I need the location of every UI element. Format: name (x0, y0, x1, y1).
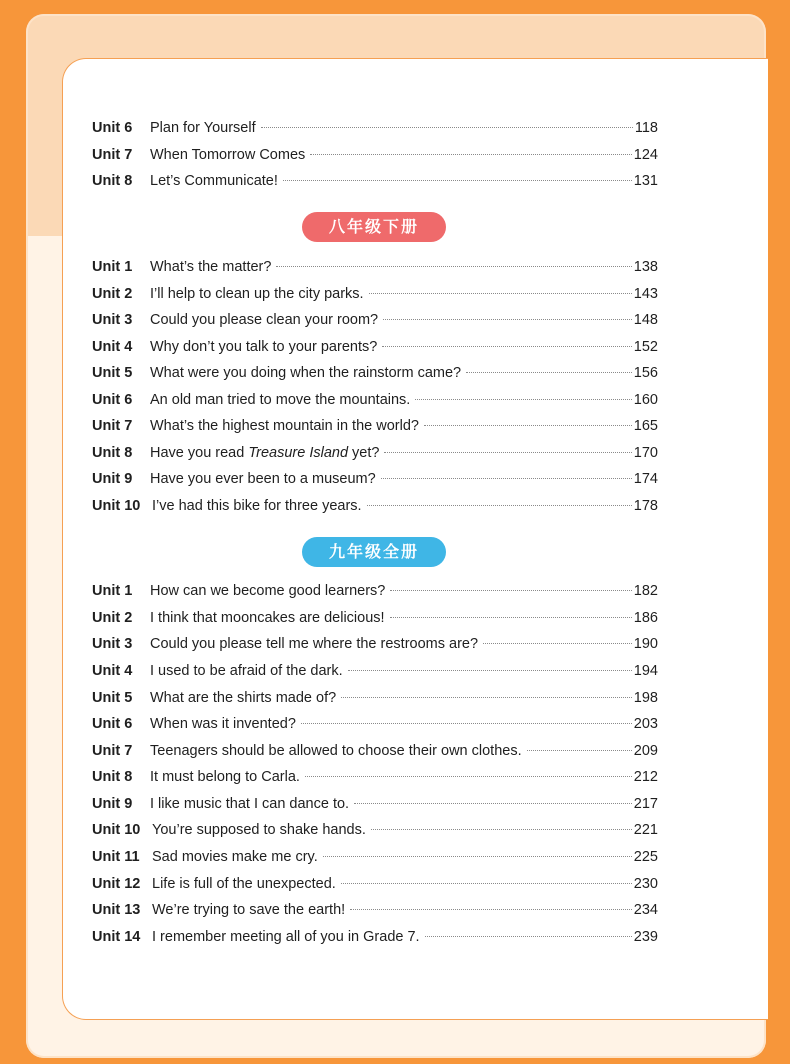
page-number: 152 (633, 339, 658, 355)
dot-leader (367, 505, 632, 506)
unit-title: I used to be afraid of the dark. (150, 663, 343, 679)
unit-title: How can we become good learners? (150, 583, 386, 599)
unit-title: We’re trying to save the earth! (152, 902, 346, 918)
unit-label: Unit 9 (92, 471, 133, 487)
toc-row[interactable] (92, 634, 658, 654)
toc-row[interactable] (92, 257, 658, 277)
unit-title: Could you please clean your room? (150, 312, 379, 328)
unit-label: Unit 8 (92, 769, 133, 785)
page-number: 190 (633, 636, 658, 652)
page-number: 124 (633, 147, 658, 163)
page-number: 217 (633, 796, 658, 812)
toc-row[interactable] (92, 390, 658, 410)
page-number: 212 (633, 769, 658, 785)
dot-leader (415, 399, 631, 400)
toc-row[interactable] (92, 416, 658, 436)
unit-label: Unit 9 (92, 796, 133, 812)
page-number: 138 (633, 259, 658, 275)
dot-leader (382, 346, 632, 347)
toc-row[interactable] (92, 927, 658, 947)
dot-leader (341, 883, 632, 884)
toc-row[interactable] (92, 337, 658, 357)
unit-title: When Tomorrow Comes (150, 147, 306, 163)
page-number: 160 (633, 392, 658, 408)
unit-title: I’ve had this bike for three years. (152, 498, 362, 514)
toc-row[interactable] (92, 581, 658, 601)
toc-row[interactable] (92, 714, 658, 734)
toc-row[interactable] (92, 363, 658, 383)
toc-row[interactable] (92, 443, 658, 463)
dot-leader (425, 936, 632, 937)
dot-leader (424, 425, 632, 426)
toc-row[interactable] (92, 469, 658, 489)
page-number: 148 (633, 312, 658, 328)
toc-row[interactable] (92, 847, 658, 867)
page-number: 225 (633, 849, 658, 865)
unit-label: Unit 10 (92, 822, 141, 838)
dot-leader (381, 478, 632, 479)
toc-row[interactable] (92, 284, 658, 304)
unit-title: I like music that I can dance to. (150, 796, 350, 812)
unit-label: Unit 10 (92, 498, 141, 514)
unit-title-part: yet? (348, 445, 380, 461)
unit-title: An old man tried to move the mountains. (150, 392, 411, 408)
unit-title: Sad movies make me cry. (152, 849, 318, 865)
page-number: 239 (633, 929, 658, 945)
unit-title: You’re supposed to shake hands. (152, 822, 366, 838)
page-number: 118 (634, 120, 658, 136)
page-number: 194 (633, 663, 658, 679)
unit-label: Unit 7 (92, 418, 133, 434)
unit-title: I remember meeting all of you in Grade 7. (152, 929, 420, 945)
toc-row[interactable] (92, 171, 658, 191)
unit-label: Unit 6 (92, 392, 133, 408)
dot-leader (323, 856, 632, 857)
unit-label: Unit 3 (92, 636, 133, 652)
unit-label: Unit 8 (92, 173, 133, 189)
toc-row[interactable] (92, 874, 658, 894)
dot-leader (301, 723, 632, 724)
toc-row[interactable] (92, 820, 658, 840)
page-number: 186 (633, 610, 658, 626)
page-number: 174 (633, 471, 658, 487)
dot-leader (383, 319, 632, 320)
unit-label: Unit 11 (92, 849, 140, 865)
dot-leader (483, 643, 632, 644)
unit-label: Unit 4 (92, 663, 133, 679)
unit-label: Unit 13 (92, 902, 141, 918)
toc-row[interactable] (92, 688, 658, 708)
page-number: 209 (633, 743, 658, 759)
dot-leader (310, 154, 632, 155)
dot-leader (276, 266, 631, 267)
unit-title: I’ll help to clean up the city parks. (150, 286, 364, 302)
dot-leader (390, 590, 631, 591)
unit-title: Let’s Communicate! (150, 173, 278, 189)
page-number: 156 (633, 365, 658, 381)
unit-title: What are the shirts made of? (150, 690, 337, 706)
page-number: 143 (633, 286, 658, 302)
unit-title: What’s the matter? (150, 259, 272, 275)
dot-leader (341, 697, 632, 698)
unit-title: When was it invented? (150, 716, 296, 732)
toc-row[interactable] (92, 900, 658, 920)
dot-leader (354, 803, 632, 804)
page-number: 178 (633, 498, 658, 514)
page-number: 234 (633, 902, 658, 918)
unit-title (150, 443, 379, 463)
unit-title: Could you please tell me where the restrooms are? (150, 636, 479, 652)
page-number: 131 (633, 173, 658, 189)
unit-title: Why don’t you talk to your parents? (150, 339, 378, 355)
unit-label: Unit 12 (92, 876, 141, 892)
unit-label: Unit 6 (92, 716, 133, 732)
dot-leader (305, 776, 632, 777)
page-number: 170 (633, 445, 658, 461)
unit-title: Have you ever been to a museum? (150, 471, 376, 487)
unit-label: Unit 7 (92, 147, 133, 163)
unit-label: Unit 7 (92, 743, 133, 759)
unit-title-italic: Treasure Island (248, 445, 349, 461)
unit-label: Unit 2 (92, 286, 133, 302)
page-number: 221 (633, 822, 658, 838)
unit-title: What’s the highest mountain in the world? (150, 418, 419, 434)
section-heading-grade9-full: 九年级全册 (302, 537, 446, 567)
unit-title: Teenagers should be allowed to choose their own clothes. (150, 743, 522, 759)
unit-label: Unit 5 (92, 365, 133, 381)
dot-leader (283, 180, 632, 181)
dot-leader (384, 452, 631, 453)
unit-label: Unit 2 (92, 610, 133, 626)
unit-label: Unit 14 (92, 929, 141, 945)
unit-title: Plan for Yourself (150, 120, 256, 136)
toc-row[interactable] (92, 608, 658, 628)
unit-title: Life is full of the unexpected. (152, 876, 336, 892)
unit-label: Unit 6 (92, 120, 133, 136)
dot-leader (369, 293, 632, 294)
toc-row[interactable] (92, 496, 658, 516)
page-number: 165 (633, 418, 658, 434)
dot-leader (466, 372, 632, 373)
page-number: 203 (633, 716, 658, 732)
dot-leader (527, 750, 632, 751)
toc-row[interactable] (92, 310, 658, 330)
toc-row[interactable] (92, 767, 658, 787)
dot-leader (350, 909, 632, 910)
unit-title: I think that mooncakes are delicious! (150, 610, 385, 626)
unit-title: What were you doing when the rainstorm came? (150, 365, 462, 381)
dot-leader (371, 829, 632, 830)
toc-row[interactable] (92, 661, 658, 681)
section-heading-grade8-vol2: 八年级下册 (302, 212, 446, 242)
toc-row[interactable] (92, 118, 658, 138)
unit-label: Unit 8 (92, 445, 133, 461)
unit-label: Unit 1 (92, 259, 133, 275)
page-number: 230 (633, 876, 658, 892)
unit-label: Unit 3 (92, 312, 133, 328)
dot-leader (348, 670, 632, 671)
dot-leader (261, 127, 633, 128)
unit-label: Unit 5 (92, 690, 133, 706)
unit-title: It must belong to Carla. (150, 769, 300, 785)
toc-row[interactable] (92, 741, 658, 761)
page-number: 198 (633, 690, 658, 706)
toc-row[interactable] (92, 145, 658, 165)
unit-title-part: Have you read (150, 445, 249, 461)
dot-leader (390, 617, 632, 618)
unit-label: Unit 1 (92, 583, 133, 599)
unit-label: Unit 4 (92, 339, 133, 355)
page-number: 182 (633, 583, 658, 599)
toc-row[interactable] (92, 794, 658, 814)
